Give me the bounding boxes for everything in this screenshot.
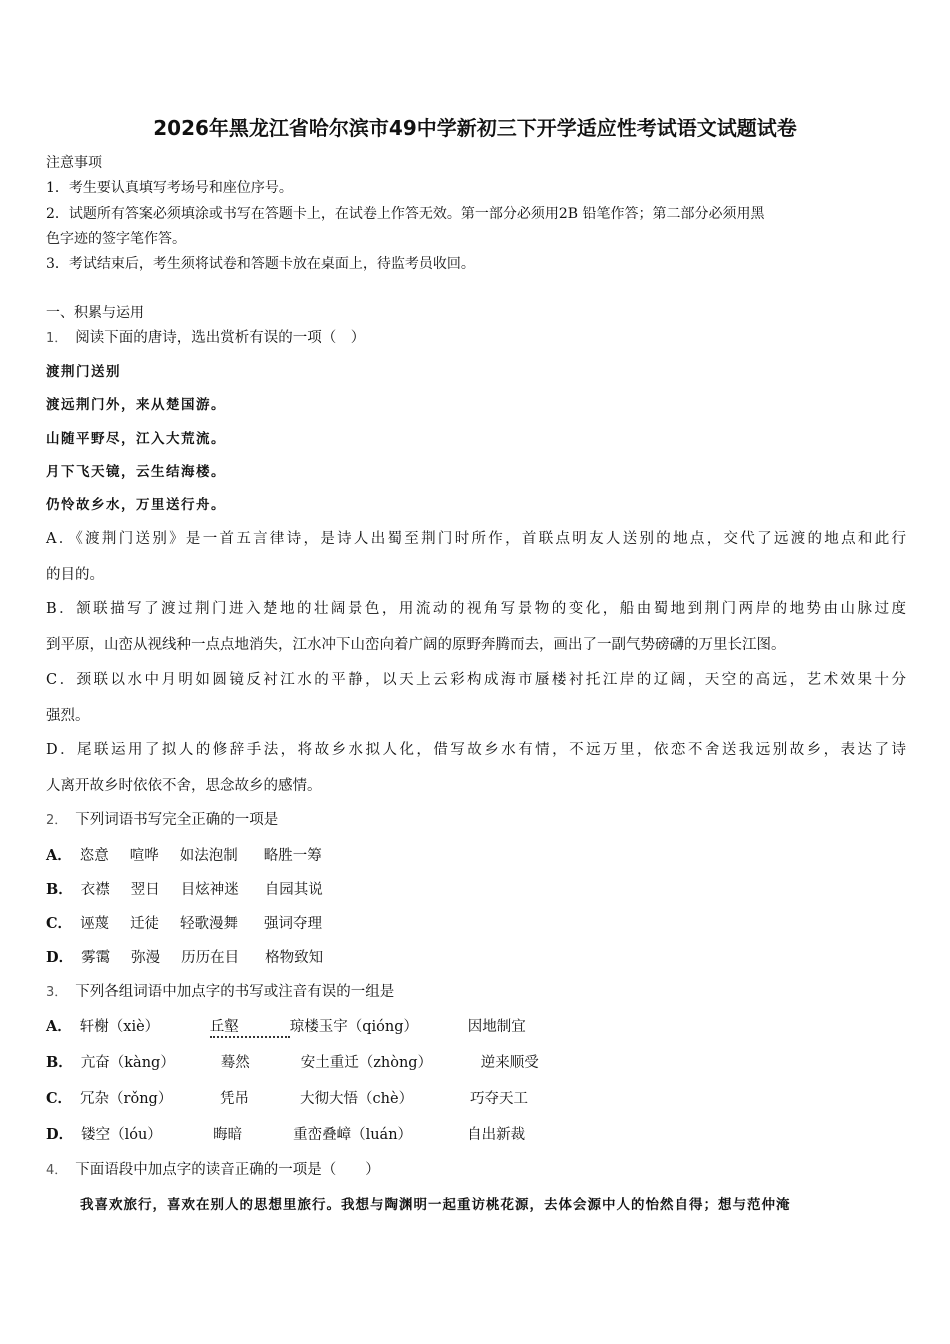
poem-line: 仍怜故乡水，万里送行舟。: [46, 497, 226, 513]
option-label: B．: [46, 881, 73, 898]
question-number: 1．: [46, 331, 68, 346]
option-word: 弥漫: [131, 950, 161, 966]
option-word: 喧哗: [129, 848, 159, 864]
q1-option-c-line1: C．颈联以水中月明如圆镜反衬江水的平静，以天上云彩构成海市蜃楼衬托江岸的辽阔，天空的高远，艺术效果十分: [46, 672, 906, 688]
option-word: 轻歌漫舞: [180, 916, 239, 932]
q3-option-d: [46, 1123, 525, 1144]
option-word: 略胜一筹: [263, 848, 322, 864]
page-title: 2026年黑龙江省哈尔滨市49中学新初三下开学适应性考试语文试题试卷: [153, 116, 797, 140]
q3-option-a: [46, 1015, 526, 1038]
q1-option-c-line2: 强烈。: [46, 708, 90, 724]
option-word: 如法泡制: [179, 848, 238, 864]
poem-line: 山随平野尽，江入大荒流。: [46, 431, 226, 447]
question-1: [46, 326, 365, 347]
option-word: 迁徒: [130, 916, 160, 932]
option-word: 凭吊: [220, 1091, 250, 1107]
option-word: 大彻大悟（chè）: [300, 1091, 414, 1107]
poem-line: 月下飞天镜，云生结海楼。: [46, 464, 226, 480]
question-4: [46, 1158, 380, 1179]
option-word: 自出新裁: [467, 1127, 526, 1143]
option-word: 历历在目: [181, 950, 240, 966]
option-label: C．: [46, 915, 73, 932]
option-label: B．: [46, 1054, 73, 1071]
question-2: [46, 808, 278, 829]
q1-option-a-line1: A．《渡荆门送别》是一首五言律诗，是诗人出蜀至荆门时所作，首联点明友人送别的地点，交代了远渡的地点和此行: [46, 531, 906, 547]
q1-option-b-line2: 到平原，山峦从视线种一点点地消失，江水冲下山峦向着广阔的原野奔腾而去，画出了一副气势磅礴的万里长江图。: [46, 637, 786, 653]
option-word: 因地制宜: [467, 1019, 526, 1035]
option-word: 诬蔑: [80, 916, 110, 932]
option-label: C．: [46, 1090, 73, 1107]
notice-item: 1．考生要认真填写考场号和座位序号。: [46, 180, 293, 196]
option-word: 晦暗: [213, 1127, 243, 1143]
option-word: 琼楼玉宇（qióng）: [289, 1019, 419, 1035]
option-word: 恣意: [79, 848, 109, 864]
q2-option-c: [46, 912, 322, 933]
q2-option-d: [46, 946, 323, 967]
option-label: A．: [46, 847, 72, 864]
option-label: D．: [46, 1126, 74, 1143]
option-word: 自园其说: [264, 882, 323, 898]
question-stem: 下列词语书写完全正确的一项是: [75, 812, 279, 828]
option-word: 巧夺天工: [470, 1091, 529, 1107]
option-word: 目炫神迷: [180, 882, 239, 898]
option-word: 逆来顺受: [480, 1055, 539, 1071]
question-3: [46, 980, 394, 1001]
option-word: 镂空（lóu）: [81, 1127, 162, 1143]
option-word: 格物致知: [265, 950, 324, 966]
option-word: 强词夺理: [264, 916, 323, 932]
q3-option-c: [46, 1087, 528, 1108]
option-word: 蓦然: [220, 1055, 250, 1071]
option-label: D．: [46, 949, 74, 966]
q1-option-d-line2: 人离开故乡时依依不舍，思念故乡的感情。: [46, 778, 322, 794]
poem-line: 渡远荆门外，来从楚国游。: [46, 397, 226, 413]
option-word: 安土重迁（zhòng）: [300, 1055, 433, 1071]
question-number: 2．: [46, 813, 68, 828]
notice-item: 2．试题所有答案必须填涂或书写在答题卡上，在试卷上作答无效。第一部分必须用2B 铅笔作答；第二部分必须用黑: [46, 206, 765, 222]
notice-heading: 注意事项: [46, 155, 102, 171]
option-word-dotted: 丘壑: [210, 1015, 290, 1038]
option-word: 雾霭: [81, 950, 111, 966]
question-stem: 阅读下面的唐诗，选出赏析有误的一项（ ）: [75, 330, 366, 346]
q1-option-d-line1: D．尾联运用了拟人的修辞手法，将故乡水拟人化，借写故乡水有情，不远万里，依恋不舍送我远别故乡，表达了诗: [46, 742, 906, 758]
q2-option-b: [46, 878, 323, 899]
poem-title: 渡荆门送别: [46, 364, 121, 380]
notice-item: 色字迹的签字笔作答。: [46, 231, 186, 247]
q3-option-b: [46, 1051, 539, 1072]
reading-passage: 我喜欢旅行，喜欢在别人的思想里旅行。我想与陶渊明一起重访桃花源，去体会源中人的怡然自得；想与范仲淹: [80, 1197, 791, 1213]
option-label: A．: [46, 1018, 72, 1035]
option-word: 翌日: [130, 882, 160, 898]
q2-option-a: [46, 844, 322, 865]
option-word: 衣襟: [80, 882, 110, 898]
notice-item: 3．考试结束后，考生须将试卷和答题卡放在桌面上，待监考员收回。: [46, 256, 475, 272]
question-stem: 下面语段中加点字的读音正确的一项是（ ）: [75, 1162, 380, 1178]
option-word: 轩榭（xiè）: [79, 1019, 160, 1035]
question-number: 4．: [46, 1163, 68, 1178]
option-word: 冗杂（rǒng）: [80, 1091, 173, 1107]
question-stem: 下列各组词语中加点字的书写或注音有误的一组是: [75, 984, 395, 1000]
q1-option-b-line1: B．颔联描写了渡过荆门进入楚地的壮阔景色，用流动的视角写景物的变化，船由蜀地到荆门两岸的地势由山脉过度: [46, 601, 906, 617]
question-number: 3．: [46, 985, 68, 1000]
section-heading: 一、积累与运用: [46, 305, 144, 321]
option-word: 重峦叠嶂（luán）: [293, 1127, 413, 1143]
option-word: 亢奋（kàng）: [80, 1055, 175, 1071]
q1-option-a-line2: 的目的。: [46, 567, 104, 583]
